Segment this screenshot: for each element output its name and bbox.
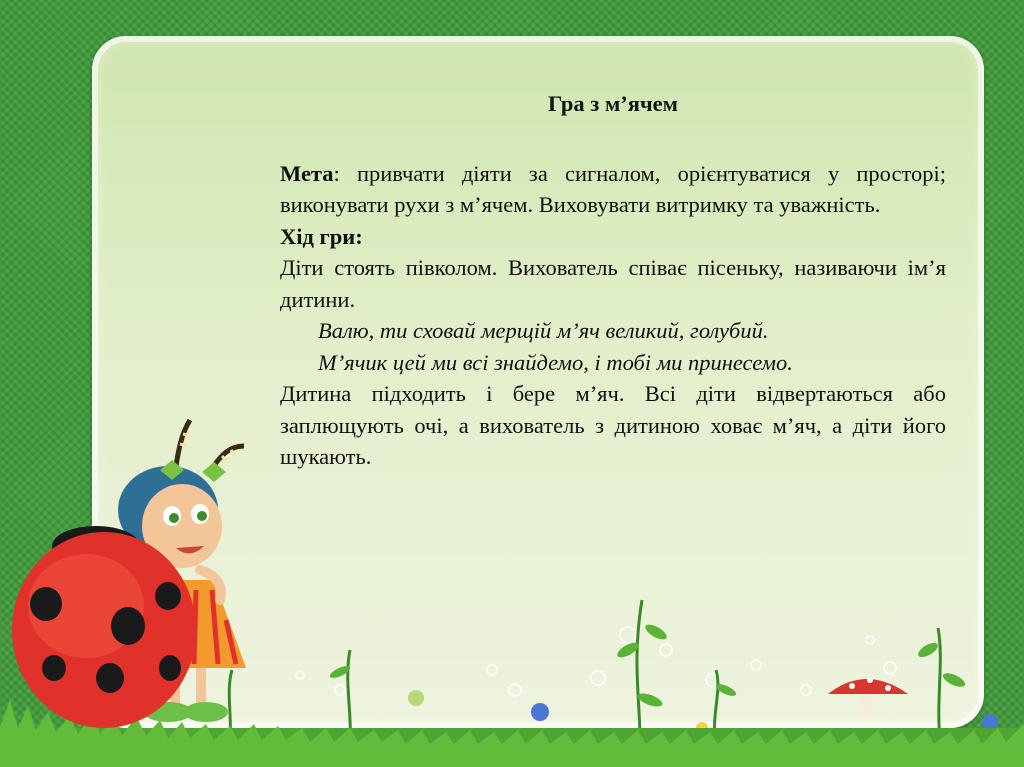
- poem-line-1: Валю, ти сховай мерщій м’яч великий, голубий.: [318, 318, 769, 343]
- course-heading: Хід гри:: [280, 223, 363, 249]
- outro-paragraph: Дитина підходить і бере м’яч. Всі діти відвертаються або заплющують очі, а вихователь з дитиною ховає м’яч, а діти його шукають.: [280, 381, 946, 469]
- goal-label: Мета: [280, 160, 334, 186]
- goal-text: : привчати діяти за сигналом, орієнтуватися у просторі; виконувати рухи з м’ячем. Виховувати витримку та уважність.: [280, 160, 946, 217]
- text-block: [280, 88, 946, 473]
- page-title: Гра з м’ячем: [548, 91, 678, 116]
- poem-line-2: М’ячик цей ми всі знайдемо, і тобі ми принесемо.: [318, 349, 793, 375]
- goal-paragraph: [280, 158, 946, 221]
- intro-paragraph: Діти стоять півколом. Вихователь співає пісеньку, називаючи ім’я дитини.: [280, 255, 946, 312]
